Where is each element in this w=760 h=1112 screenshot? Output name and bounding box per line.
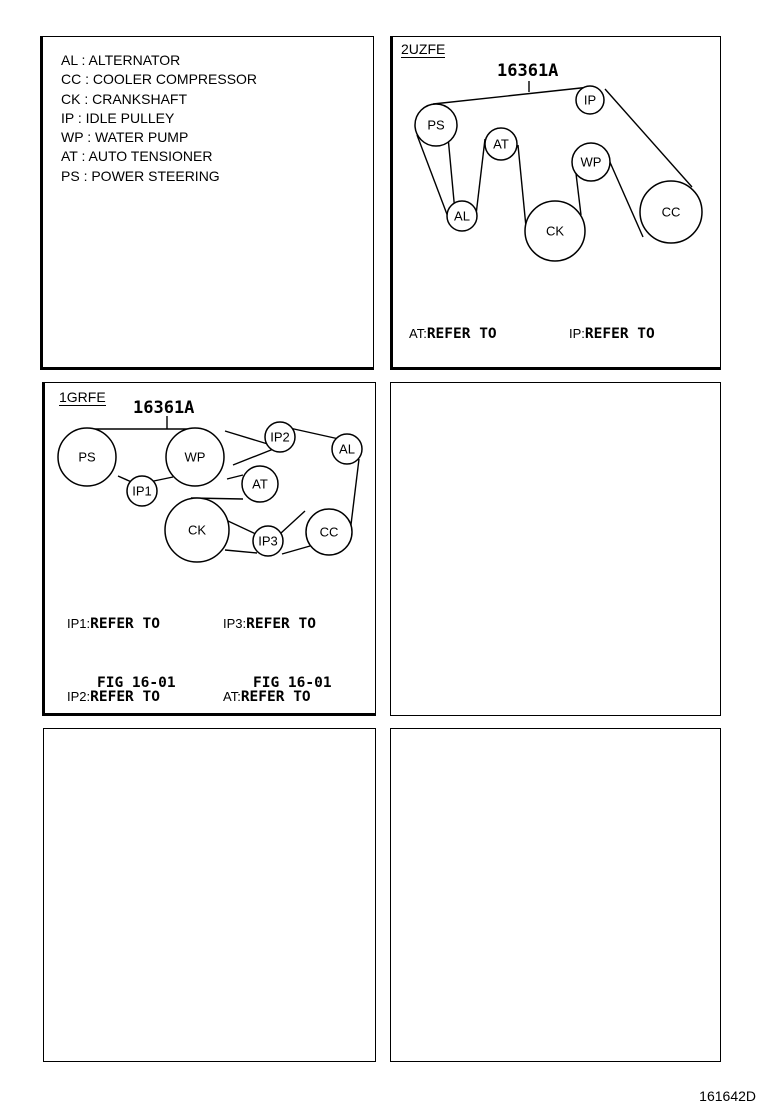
empty-panel <box>390 728 721 1062</box>
gr-belt-panel <box>42 382 376 716</box>
pulley-ip1 <box>127 476 157 506</box>
pulley-ck <box>525 201 585 261</box>
svg-text:PS: PS <box>427 117 445 133</box>
pulley-al <box>332 434 362 464</box>
svg-text:CC: CC <box>661 204 681 220</box>
svg-text:AL: AL <box>454 208 470 224</box>
belt-segment <box>225 431 271 445</box>
belt-segment <box>281 511 305 533</box>
belt-segment <box>609 160 643 237</box>
pulley-ip <box>576 86 604 114</box>
belt-segment <box>433 87 590 104</box>
svg-text:AT: AT <box>252 476 268 492</box>
reference-note[interactable]: IP:REFER TO <box>569 326 655 342</box>
reference-note[interactable]: AT:REFER TO <box>223 689 311 705</box>
svg-text:CK: CK <box>187 522 207 538</box>
engine-label: 2UZFE <box>401 41 446 57</box>
belt-segment <box>417 135 448 217</box>
belt-segment <box>227 475 243 479</box>
svg-text:IP3: IP3 <box>258 533 278 549</box>
reference-note[interactable]: AT:REFER TO <box>409 326 497 342</box>
svg-text:CC: CC <box>319 524 339 540</box>
part-number-label[interactable]: 16361A <box>497 61 559 81</box>
legend-item: CC : COOLER COMPRESSOR <box>61 71 258 88</box>
engine-label: 1GRFE <box>59 389 106 405</box>
reference-note[interactable]: IP2:REFER TO <box>67 689 160 705</box>
pulley-wp <box>572 143 610 181</box>
belt-segment <box>518 145 526 227</box>
pulley-ck <box>165 498 229 562</box>
uz-belt-panel <box>390 36 721 370</box>
pulley-ps <box>415 104 457 146</box>
legend-item: PS : POWER STEERING <box>61 167 220 184</box>
pulley-at <box>485 128 517 160</box>
legend-item: CK : CRANKSHAFT <box>61 90 188 107</box>
svg-text:PS: PS <box>78 449 96 465</box>
svg-text:IP1: IP1 <box>132 483 152 499</box>
belt-segment <box>233 448 276 465</box>
legend-item: AT : AUTO TENSIONER <box>61 148 213 165</box>
pulley-ip2 <box>265 422 295 452</box>
svg-text:AT: AT <box>493 136 509 152</box>
svg-text:AL: AL <box>339 441 355 457</box>
pulley-cc <box>306 509 352 555</box>
reference-note[interactable]: IP3:REFER TO FIG 16-01 <box>223 616 332 691</box>
empty-panel <box>43 728 376 1062</box>
svg-text:IP2: IP2 <box>270 429 290 445</box>
pulley-at <box>242 466 278 502</box>
belt-segment <box>282 546 310 554</box>
pulley-ps <box>58 428 116 486</box>
belt-segment <box>476 139 485 215</box>
belt-segment <box>605 89 692 187</box>
svg-text:CK: CK <box>545 223 565 239</box>
legend-item: AL : ALTERNATOR <box>61 52 181 68</box>
empty-panel <box>390 382 721 716</box>
svg-text:IP: IP <box>583 92 597 108</box>
pulley-ip3 <box>253 526 283 556</box>
legend-item: WP : WATER PUMP <box>61 129 189 146</box>
svg-text:WP: WP <box>184 449 206 465</box>
pulley-wp <box>166 428 224 486</box>
belt-segment <box>225 550 257 553</box>
abbreviation-legend <box>61 51 257 186</box>
pulley-al <box>447 201 477 231</box>
legend-item: IP : IDLE PULLEY <box>61 109 175 126</box>
svg-text:WP: WP <box>580 154 602 170</box>
figure-code: 161642D <box>699 1088 756 1104</box>
legend-panel <box>40 36 374 370</box>
reference-note[interactable]: IP1:REFER TO FIG 16-01 <box>67 616 176 691</box>
part-number-label[interactable]: 16361A <box>133 398 195 418</box>
pulley-cc <box>640 181 702 243</box>
